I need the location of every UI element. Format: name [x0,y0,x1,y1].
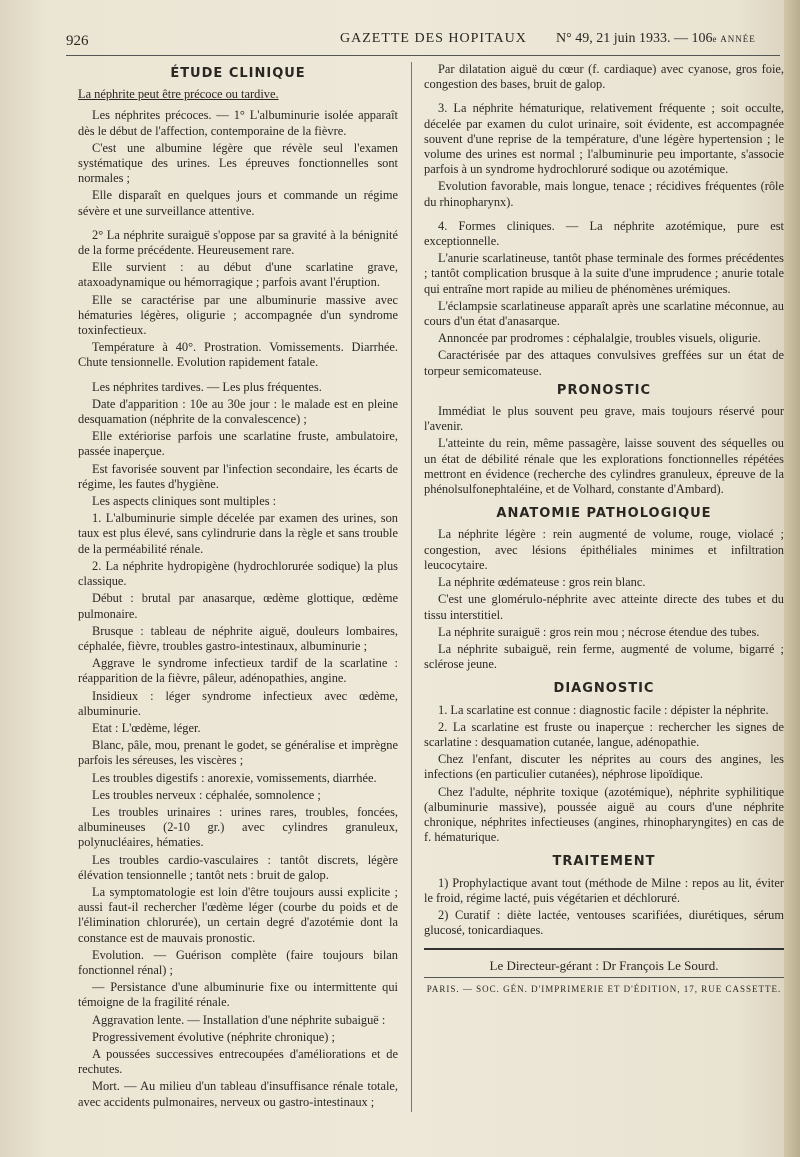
paragraph: — Persistance d'une albuminurie fixe ou intermittente qui témoigne de la fragilité rénale. [78,980,398,1010]
paragraph: 3. La néphrite hématurique, relativement fréquente ; soit occulte, décelée par examen du culot urinaire, soit évidente, est accompagnée souvent d'une reprise de la température, d'une légère hypertension ; le volume des urines est normal ; l'albuminurie peu importante, s'associe parfois à un syndrome hydrochloruré sodique ou azotémique. [424,101,784,177]
page-edge [784,0,800,1157]
paragraph: Elle extériorise parfois une scarlatine fruste, ambulatoire, passée inaperçue. [78,429,398,459]
paragraph: C'est une albumine légère que révèle seul l'examen systématique des urines. Les épreuves fonctionnelles sont normales ; [78,140,398,186]
paragraph: La néphrite suraiguë : gros rein mou ; nécrose étendue des tubes. [438,624,760,639]
paragraph: Date d'apparition : 10e au 30e jour : le malade est en pleine desquamation (néphrite de la convalescence) ; [78,396,398,427]
paragraph: Début : brutal par anasarque, œdème glottique, œdème pulmonaire. [78,591,398,621]
pronostic-paragraphs [424,404,784,497]
director-line: Le Directeur-gérant : Dr François Le Sourd. [489,958,719,974]
paragraph: 1) Prophylactique avant tout (méthode de Milne : repos au lit, éviter le froid, régime lacté, puis végétarien et déchloruré. [424,875,784,905]
paragraph: Chez l'adulte, néphrite toxique (azotémique), néphrite syphilitique (albuminurie massive), poussée aiguë au cours d'une néphrite chronique, néphrites infectieuses (angines, rhinopharyngites) en cas de f. hématurique. [424,784,784,845]
paragraph: Evolution. — Guérison complète (faire toujours bilan fonctionnel rénal) ; [78,947,398,977]
paragraph: Annoncée par prodromes : céphalalgie, troubles visuels, oligurie. [438,331,761,346]
paragraph: Température à 40°. Prostration. Vomissements. Diarrhée. Chute tensionnelle. Evolution rapidement fatale. [78,340,398,370]
journal-title: GAZETTE DES HOPITAUX [340,31,527,46]
traitement-paragraphs [424,876,784,939]
page-number: 926 [66,33,89,49]
paragraph: Chez l'enfant, discuter les néprites au cours des angines, les infections (en particulier cutanées), néphrose lipoïdique. [424,752,784,782]
issue-text: N° 49, 21 juin 1933. — 106 [556,31,713,46]
paragraph: Brusque : tableau de néphrite aiguë, douleurs lombaires, céphalée, fièvre, troubles gastro-intestinaux, albuminurie ; [78,623,398,653]
left-paragraphs [78,108,398,1109]
paragraph: Progressivement évolutive (néphrite chronique) ; [92,1029,335,1044]
issue-suffix: e ANNÉE [712,34,756,44]
left-column [78,62,398,1112]
paragraph: 2. La scarlatine est fruste ou inaperçue : rechercher les signes de scarlatine : desquamation cutanée, langue, adénopathie. [424,719,784,749]
paragraph: Evolution favorable, mais longue, tenace ; récidives fréquentes (rôle du rhinopharynx). [424,179,784,209]
diagnostic-paragraphs [424,703,784,846]
paragraph: Les troubles nerveux : céphalée, somnolence ; [92,787,321,802]
paragraph: A poussées successives entrecoupées d'améliorations et de rechutes. [78,1046,398,1077]
paragraph: 1. L'albuminurie simple décelée par examen des urines, son taux est plus élevé, sans cylindrurie dans la règle et sans trouble de la perméabilité rénale. [78,511,398,556]
paragraph: 2) Curatif : diète lactée, ventouses scarifiées, diurétiques, sérum glucosé, tonicardiaques. [424,907,784,938]
paragraph: La néphrite subaiguë, rein ferme, augmenté de volume, bigarré ; sclérose jeune. [424,641,784,672]
paragraph: Les troubles cardio-vasculaires : tantôt discrets, légère élévation tensionnelle ; tantôt nets : bruit de galop. [78,852,398,882]
paragraph: La néphrite légère : rein augmenté de volume, rouge, violacé ; congestion, avec lésions épithéliales minimes et infiltration leucocytaire. [424,527,784,572]
section-title-etude: ÉTUDE CLINIQUE [170,66,306,81]
paragraph: 4. Formes cliniques. — La néphrite azotémique, pure est exceptionnelle. [424,218,784,249]
right-column [424,62,784,997]
paragraph: C'est une glomérulo-néphrite avec atteinte directe des tubes et du tissu interstitiel. [424,592,784,622]
paragraph: Elle survient : au début d'une scarlatine grave, ataxoadynamique ou hémorragique ; parfois avant l'éruption. [78,260,398,290]
subtitle: La néphrite peut être précoce ou tardive. [78,87,279,102]
section-title-diagnostic: DIAGNOSTIC [553,681,655,697]
paragraph: 2° La néphrite suraiguë s'oppose par sa gravité à la bénignité de la forme précédente. Heureusement rare. [78,227,398,258]
paragraph: Elle disparaît en quelques jours et commande un régime sévère et une surveillance attentive. [78,188,398,218]
paragraph: Les troubles urinaires : urines rares, troubles, foncées, albumineuses (2-10 gr.) avec cylindres granuleux, polynucléaires, hématies. [78,804,398,850]
paragraph: L'anurie scarlatineuse, tantôt phase terminale des formes précédentes ; tantôt complication brusque à la suite d'une imprudence ; anurie totale qui entraîne mort rapide au milieu de phénomènes urémiques. [424,251,784,296]
paragraph: Est favorisée souvent par l'infection secondaire, les écarts de régime, les fautes d'hygiène. [78,461,398,491]
paragraph: Caractérisée par des attaques convulsives greffées sur un état de torpeur semicomateuse. [424,348,784,378]
paragraph: L'atteinte du rein, même passagère, laisse souvent des séquelles ou un état de débilité rénale que les explorations fonctionnelles répétées mettront en évidence (recherche des cylindres granuleux, épreuve de la phénolsulfonephtaléine, et de Volhard, constante d'Ambard). [424,436,784,497]
paragraph: Etat : L'œdème, léger. [92,720,201,735]
paragraph: Les aspects cliniques sont multiples : [92,494,277,509]
section-title-pronostic: PRONOSTIC [556,382,652,398]
paragraph: Aggrave le syndrome infectieux tardif de la scarlatine : réapparition de la fièvre, pâleur, adénopathies, angine. [78,656,398,686]
paragraph: La symptomatologie est loin d'être toujours aussi explicite ; aussi faut-il rechercher l'œdème léger (courbe du poids et de l'élimination chlorurée), un certain degré d'azotémie dont la constance est de mauvais pronostic. [78,884,398,945]
paragraph: Aggravation lente. — Installation d'une néphrite subaiguë : [92,1012,386,1027]
printer-line: PARIS. — SOC. GÉN. D'IMPRIMERIE ET D'ÉDITION, 17, RUE CASSETTE. [426,983,782,994]
paragraph: Mort. — Au milieu d'un tableau d'insuffisance rénale totale, avec accidents pulmonaires, nerveux ou gastro-intestinaux ; [78,1079,398,1109]
section-title-traitement: TRAITEMENT [552,854,656,870]
paragraph: Immédiat le plus souvent peu grave, mais toujours réservé pour l'avenir. [424,404,784,434]
section-title-anatomie: ANATOMIE PATHOLOGIQUE [496,506,712,522]
paragraph: 2. La néphrite hydropigène (hydrochlorurée sodique) la plus classique. [78,558,398,589]
right-top-paragraphs [424,62,784,379]
paragraph: Les néphrites tardives. — Les plus fréquentes. [92,379,322,394]
paragraph: Par dilatation aiguë du cœur (f. cardiaque) avec cyanose, gros foie, congestion des bases, bruit de galop. [424,62,784,92]
issue-info [556,31,756,47]
paragraph: Les troubles digestifs : anorexie, vomissements, diarrhée. [92,770,377,785]
paragraph: 1. La scarlatine est connue : diagnostic facile : dépister la néphrite. [438,702,769,717]
column-divider [411,62,412,1112]
footer-rule-thin [424,977,784,978]
paragraph: L'éclampsie scarlatineuse apparaît après une scarlatine méconnue, au cours d'un état d'anasarque. [424,298,784,329]
paragraph: Les néphrites précoces. — 1° L'albuminurie isolée apparaît dès le début de l'affection, contemporaine de la fièvre. [78,108,398,138]
footer-rule [424,948,784,950]
paragraph: Insidieux : léger syndrome infectieux avec œdème, albuminurie. [78,688,398,718]
paragraph: Blanc, pâle, mou, prenant le godet, se généralise et imprègne parfois les séreuses, les viscères ; [78,738,398,768]
paragraph: Elle se caractérise par une albuminurie massive avec hématuries légères, oligurie ; accompagnée d'un syndrome toxinfectieux. [78,292,398,338]
page-header [0,0,800,60]
anatomie-paragraphs [424,527,784,672]
paragraph: La néphrite œdémateuse : gros rein blanc. [438,575,646,590]
header-rule [66,55,780,56]
